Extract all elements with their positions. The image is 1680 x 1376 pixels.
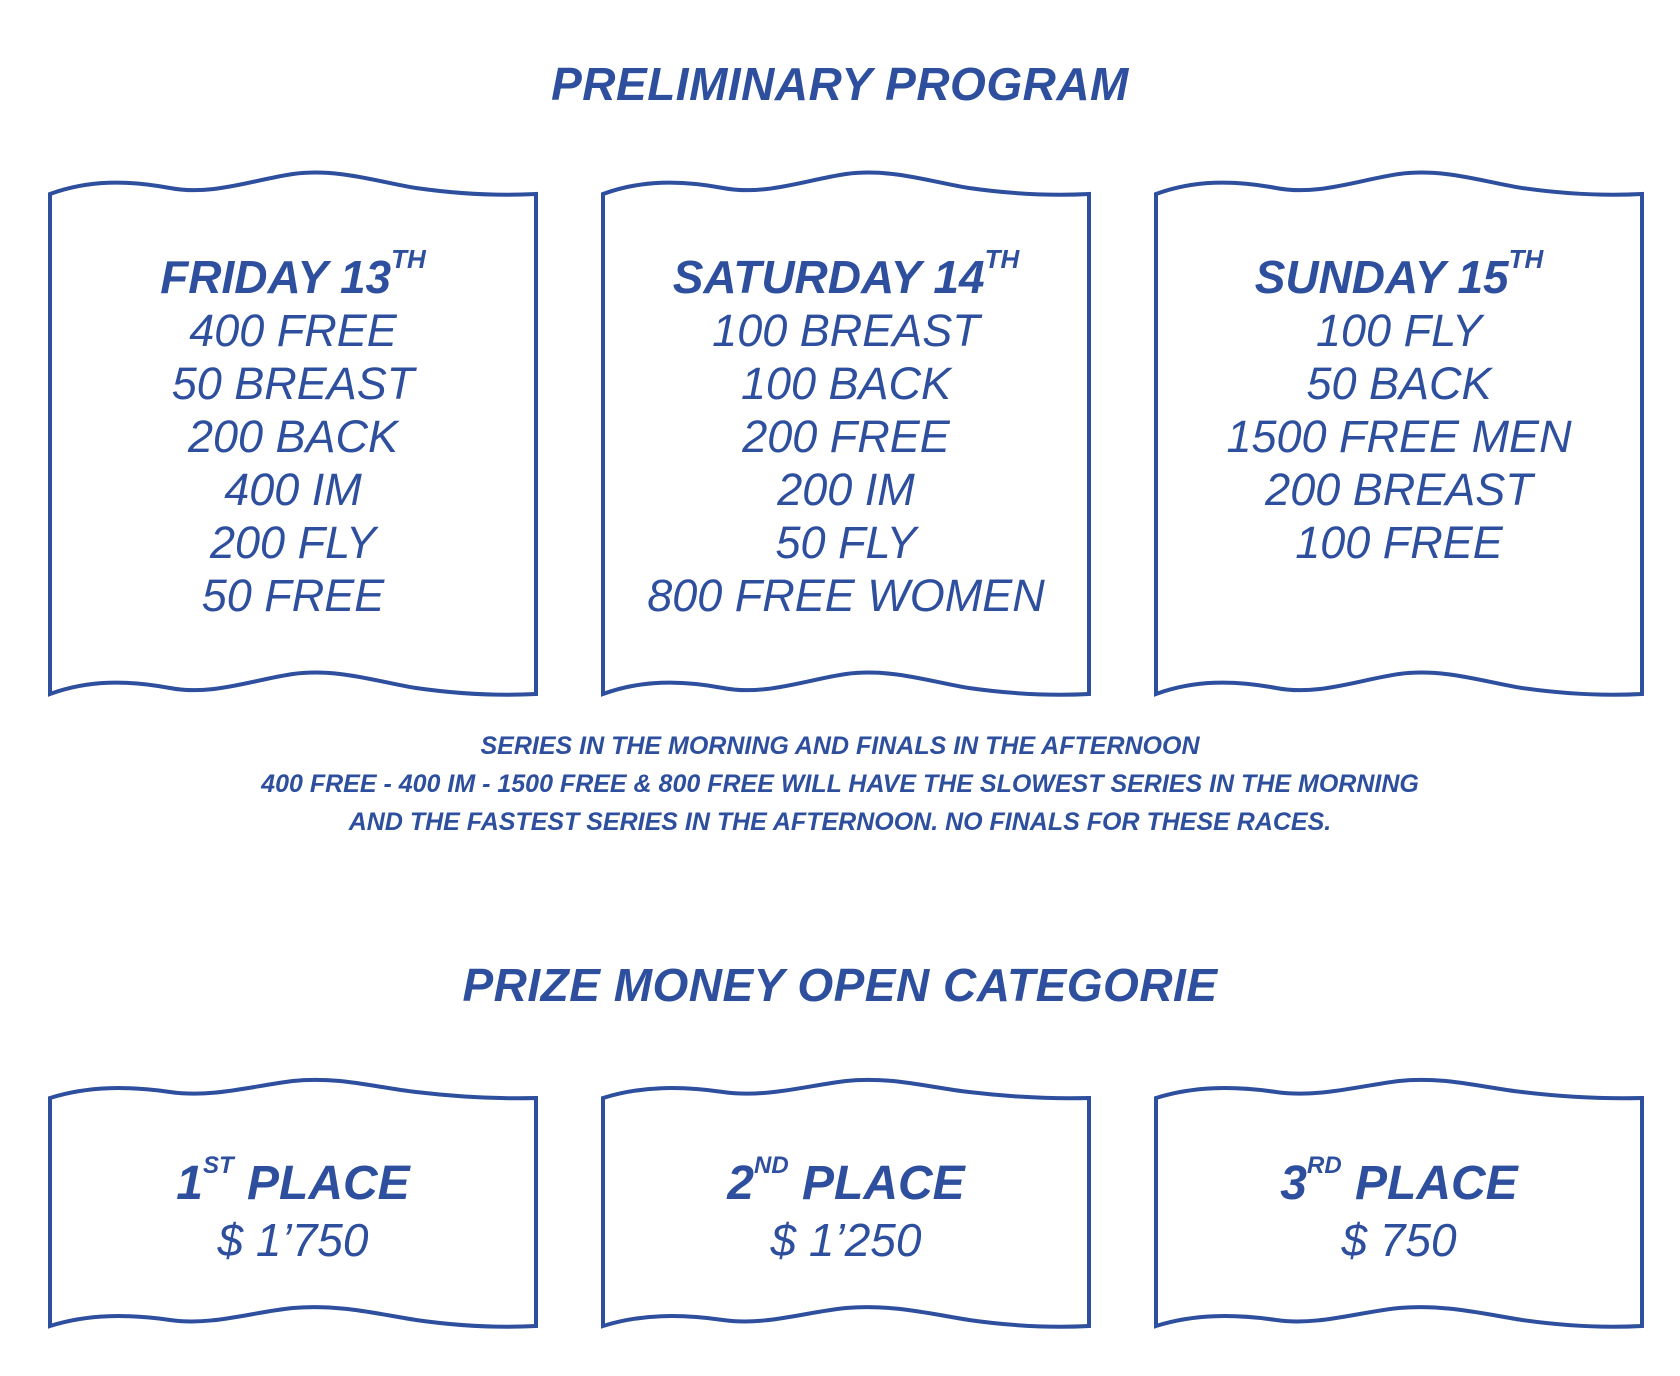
- program-heading: PRELIMINARY PROGRAM: [551, 58, 1129, 110]
- note-line: SERIES IN THE MORNING AND FINALS IN THE AFTERNOON: [480, 732, 1200, 760]
- place-title: 1ST PLACE: [176, 1152, 410, 1210]
- event-item: 100 FLY: [1316, 305, 1482, 356]
- event-item: 50 FREE: [201, 570, 385, 621]
- place-title: 2ND PLACE: [727, 1152, 965, 1210]
- prize-card-first: [48, 1076, 538, 1330]
- event-list: [48, 304, 538, 622]
- day-title: SUNDAY 15TH: [1254, 244, 1544, 303]
- prize-heading: PRIZE MONEY OPEN CATEGORIE: [462, 959, 1218, 1011]
- event-item: 100 BACK: [740, 358, 952, 409]
- event-item: 50 BACK: [1306, 358, 1492, 409]
- event-item: 400 FREE: [189, 305, 397, 356]
- prize-amount: $ 1’750: [217, 1214, 369, 1266]
- event-item: 200 BREAST: [1265, 464, 1533, 515]
- event-item: 200 IM: [777, 464, 915, 515]
- prize-card-third: [1154, 1076, 1644, 1330]
- event-item: 50 BREAST: [171, 358, 415, 409]
- event-item: 200 FLY: [210, 517, 376, 568]
- event-item: 200 BACK: [187, 411, 399, 462]
- event-list: [601, 304, 1091, 622]
- event-item: 200 FREE: [742, 411, 950, 462]
- event-item: 100 FREE: [1295, 517, 1503, 568]
- prize-card-second: [601, 1076, 1091, 1330]
- prize-amount: $ 750: [1341, 1214, 1457, 1266]
- day-title: SATURDAY 14TH: [672, 244, 1020, 303]
- event-item: 50 FLY: [775, 517, 917, 568]
- prize-amount: $ 1’250: [770, 1214, 922, 1266]
- note-line: 400 FREE - 400 IM - 1500 FREE & 800 FREE WILL HAVE THE SLOWEST SERIES IN THE MORNING: [261, 770, 1419, 798]
- event-item: 400 IM: [224, 464, 362, 515]
- day-card-sunday: [1154, 168, 1644, 696]
- event-list: [1154, 304, 1644, 569]
- schedule-notes: [0, 727, 1680, 841]
- day-card-saturday: [601, 168, 1091, 696]
- event-item: 1500 FREE MEN: [1226, 411, 1572, 462]
- day-card-friday: [48, 168, 538, 696]
- place-title: 3RD PLACE: [1280, 1152, 1518, 1210]
- event-item: 800 FREE WOMEN: [647, 570, 1045, 621]
- day-title: FRIDAY 13TH: [160, 244, 426, 303]
- event-item: 100 BREAST: [712, 305, 980, 356]
- note-line: AND THE FASTEST SERIES IN THE AFTERNOON. NO FINALS FOR THESE RACES.: [348, 808, 1332, 836]
